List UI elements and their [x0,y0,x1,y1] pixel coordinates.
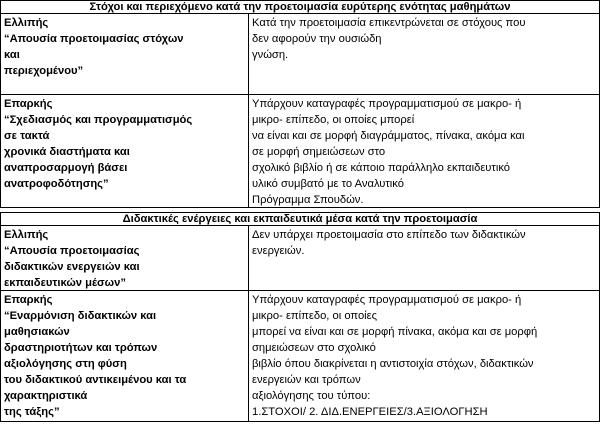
description-line: μικρο- επίπεδο, οι οποίες μπορεί [252,114,415,126]
description-line: 1.ΣΤΟΧΟΙ/ 2. ΔΙΔ.ΕΝΕΡΓΕΙΕΣ/3.ΑΞΙΟΛΟΓΗΣΗ [252,406,488,418]
criterion-cell [1,95,249,207]
criterion-line: περιεχομένου” [4,65,84,77]
description-line: Κατά την προετοιμασία επικεντρώνεται σε στόχους που [252,17,526,29]
description-line: γνώση. [252,49,289,61]
criterion-line: “Σχεδιασμός και προγραμματισμός [4,114,193,126]
criterion-line: ανατροφοδότησης” [4,178,109,190]
description-cell [249,14,599,94]
description-line: μικρο- επίπεδο, οι οποίες [252,310,378,322]
description-line: σημειώσεων στο σχολικό [252,342,376,354]
description-line: Υπάρχουν καταγραφές προγραμματισμού σε μακρο- ή [252,98,522,110]
description-line: Υπάρχουν καταγραφές προγραμματισμού σε μακρο- ή [252,294,522,306]
description-cell [249,95,599,207]
table-row-sufficient [1,94,599,207]
criterion-cell [1,291,249,421]
criterion-line: αξιολόγησης στη φύση [4,358,127,370]
table-header: Διδακτικές ενέργειες και εκπαιδευτικά μέσα κατά την προετοιμασία [1,213,599,226]
level-label: Ελλιπής [4,17,49,29]
description-line: Πρόγραμμα Σπουδών. [252,194,364,206]
description-line: μπορεί να είναι και σε μορφή πίνακα, ακόμα και σε μορφή [252,326,538,338]
criterion-line: “Απουσία προετοιμασίας [4,245,140,257]
description-cell [249,226,599,290]
table-row-insufficient [1,14,599,94]
level-label: Ελλιπής [4,229,49,241]
table-row-sufficient [1,290,599,421]
description-line: Δεν υπάρχει προετοιμασία στο επίπεδο των διδακτικών [252,229,526,241]
table-header: Στόχοι και περιεχόμενο κατά την προετοιμασία ευρύτερης ενότητας μαθημάτων [1,1,599,14]
criterion-line: αναπροσαρμογή βάσει [4,162,128,174]
criterion-line: “Απουσία προετοιμασίας στόχων [4,33,184,45]
description-line: αξιολόγησης του τύπου: [252,390,371,402]
description-line: σε μορφή σημειώσεων στο [252,146,386,158]
criterion-line: και [4,49,20,61]
criterion-cell [1,14,249,94]
criterion-line: χαρακτηριστικά [4,390,88,402]
criterion-line: του διδακτικού αντικειμένου και τα [4,374,187,386]
description-line: να είναι και σε μορφή διαγράμματος, πίνακα, ακόμα και [252,130,525,142]
description-line: ενεργειών. [252,245,305,257]
description-line: υλικό συμβατό με το Αναλυτικό [252,178,404,190]
criterion-line: δραστηριοτήτων και τρόπων [4,342,158,354]
criterion-line: σε τακτά [4,130,50,142]
description-cell [249,291,599,421]
criterion-line: “Εναρμόνιση διδακτικών και [4,310,157,322]
goals-content-table [0,0,600,208]
criterion-line: διδακτικών ενεργειών και [4,261,140,273]
criterion-line: εκπαιδευτικών μέσων” [4,277,126,289]
criterion-line: μαθησιακών [4,326,70,338]
criterion-line: χρονικά διαστήματα και [4,146,130,158]
teaching-actions-table [0,212,600,422]
description-line: βιβλίο όπου διακρίνεται η αντιστοιχία στόχων, διδακτικών [252,358,534,370]
criterion-line: της τάξης” [4,406,60,418]
description-line: ενεργειών και τρόπων [252,374,361,386]
criterion-cell [1,226,249,290]
level-label: Επαρκής [4,98,53,110]
table-row-insufficient [1,226,599,290]
description-line: σχολικό βιβλίο ή σε κάποιο παράλληλο εκπαιδευτικό [252,162,511,174]
description-line: δεν αφορούν την ουσιώδη [252,33,382,45]
level-label: Επαρκής [4,294,53,306]
